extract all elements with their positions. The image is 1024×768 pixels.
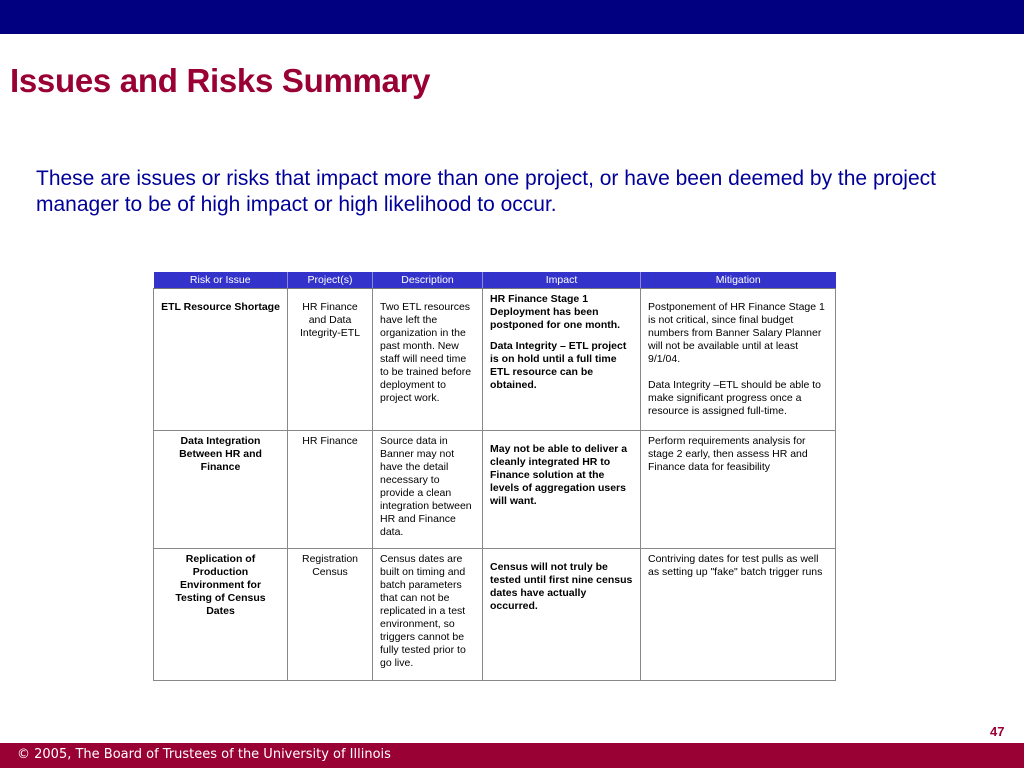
mitigation-text: Data Integrity –ETL should be able to make significant progress once a resource is assigned full-time. xyxy=(648,378,821,417)
projects-text: HR Finance xyxy=(302,434,358,447)
intro-text: These are issues or risks that impact more than one project, or have been deemed by the project manager to be of high impact or high likelihood to occur. xyxy=(36,167,936,216)
impact-text: Census will not truly be tested until first nine census dates have actually occurred. xyxy=(490,560,633,612)
table-row xyxy=(154,548,836,680)
cell-mitigation xyxy=(641,288,836,430)
footer-bar xyxy=(0,743,1024,768)
top-banner xyxy=(0,0,1024,34)
description-text: Two ETL resources have left the organization in the past month. New staff will need time to be trained before deployment to project work. xyxy=(380,300,472,404)
mitigation-text: Perform requirements analysis for stage 2 early, then assess HR and Finance data for feasibility xyxy=(648,434,808,473)
cell-projects xyxy=(288,548,373,680)
cell-risk xyxy=(154,430,288,548)
mitigation-text: Contriving dates for test pulls as well as setting up "fake" batch trigger runs xyxy=(648,552,823,578)
risk-text: Replication of Production Environment for Testing of Census Dates xyxy=(175,552,266,617)
header-description: Description xyxy=(373,272,483,288)
cell-impact xyxy=(483,548,641,680)
mitigation-text: Postponement of HR Finance Stage 1 is not critical, since final budget numbers from Banner Salary Planner will not be available until at least 9/1/04. xyxy=(648,300,825,365)
projects-text: Registration Census xyxy=(301,552,359,578)
header-impact: Impact xyxy=(483,272,641,288)
cell-projects xyxy=(288,288,373,430)
page-number: 47 xyxy=(990,724,1005,739)
cell-mitigation xyxy=(641,430,836,548)
impact-text: HR Finance Stage 1 Deployment has been postponed for one month. xyxy=(490,292,621,331)
risk-text: Data Integration Between HR and Finance xyxy=(179,434,262,473)
cell-mitigation xyxy=(641,548,836,680)
cell-risk xyxy=(154,548,288,680)
description-text: Census dates are built on timing and batch parameters that can not be replicated in a test environment, so triggers cannot be fully tested prior to go live. xyxy=(380,552,466,669)
header-risk-or-issue: Risk or Issue xyxy=(154,272,288,288)
impact-text: Data Integrity – ETL project is on hold until a full time ETL resource can be obtained. xyxy=(490,339,627,391)
table-row xyxy=(154,288,836,430)
cell-projects xyxy=(288,430,373,548)
cell-description xyxy=(373,548,483,680)
header-mitigation: Mitigation xyxy=(641,272,836,288)
header-projects: Project(s) xyxy=(288,272,373,288)
slide-title: Issues and Risks Summary xyxy=(10,62,431,99)
table-row xyxy=(154,430,836,548)
cell-impact xyxy=(483,288,641,430)
cell-description xyxy=(373,288,483,430)
risk-text: ETL Resource Shortage xyxy=(161,300,280,313)
impact-text: May not be able to deliver a cleanly integrated HR to Finance solution at the levels of aggregation users will want. xyxy=(490,442,628,507)
projects-text: HR Finance and Data Integrity-ETL xyxy=(299,300,361,339)
cell-impact xyxy=(483,430,641,548)
cell-risk xyxy=(154,288,288,430)
table-header-row xyxy=(154,272,836,288)
cell-description xyxy=(373,430,483,548)
description-text: Source data in Banner may not have the detail necessary to provide a clean integration between HR and Finance data. xyxy=(380,434,472,538)
issues-risks-table xyxy=(153,272,836,681)
footer-copyright: © 2005, The Board of Trustees of the University of Illinois xyxy=(17,747,391,762)
